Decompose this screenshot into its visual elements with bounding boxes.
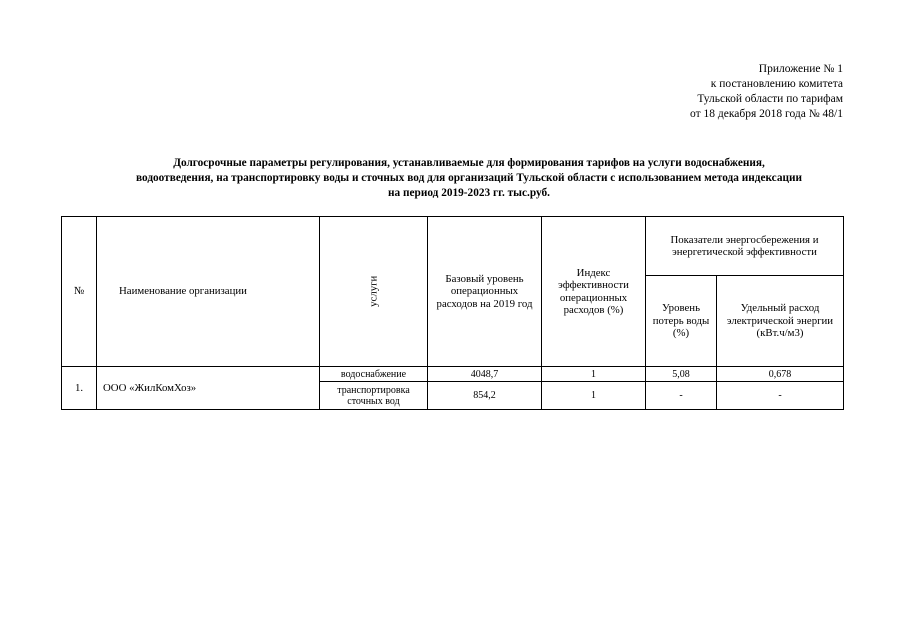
row-service: водоснабжение bbox=[320, 367, 428, 382]
row-losses: 5,08 bbox=[646, 367, 717, 382]
row-num: 1. bbox=[62, 367, 97, 410]
appendix-block bbox=[690, 62, 843, 122]
header-energy-group: Показатели энергосбережения и энергетической эффективности bbox=[646, 217, 844, 276]
row-specific: - bbox=[717, 382, 844, 410]
document-title bbox=[58, 156, 880, 200]
header-index: Индекс эффективности операционных расходов (%) bbox=[542, 217, 646, 367]
row-base: 854,2 bbox=[428, 382, 542, 410]
appendix-line-2: к постановлению комитета bbox=[710, 78, 843, 90]
title-line-2: водоотведения, на транспортировку воды и сточных вод для организаций Тульской области с использованием метода индексации bbox=[135, 171, 803, 184]
parameters-table bbox=[61, 216, 844, 410]
header-base: Базовый уровень операционных расходов на 2019 год bbox=[428, 217, 542, 367]
row-org-name: ООО «ЖилКомХоз» bbox=[97, 367, 320, 410]
header-specific: Удельный расход электрической энергии (кВт.ч/м3) bbox=[717, 276, 844, 367]
header-losses: Уровень потерь воды (%) bbox=[646, 276, 717, 367]
row-service: транспортировка сточных вод bbox=[320, 382, 428, 410]
header-service-label: услуги bbox=[367, 275, 380, 308]
row-base: 4048,7 bbox=[428, 367, 542, 382]
header-name: Наименование организации bbox=[97, 217, 320, 367]
title-line-1: Долгосрочные параметры регулирования, устанавливаемые для формирования тарифов на услуги водоснабжения, bbox=[173, 157, 765, 169]
title-line-3: на период 2019-2023 гг. тыс.руб. bbox=[388, 186, 550, 199]
row-specific: 0,678 bbox=[717, 367, 844, 382]
header-service bbox=[320, 217, 428, 367]
row-losses: - bbox=[646, 382, 717, 410]
appendix-line-1: Приложение № 1 bbox=[758, 63, 843, 75]
table-row bbox=[62, 367, 844, 382]
row-index: 1 bbox=[542, 367, 646, 382]
appendix-line-3: Тульской области по тарифам bbox=[697, 93, 843, 105]
appendix-line-4: от 18 декабря 2018 года № 48/1 bbox=[690, 108, 843, 120]
row-index: 1 bbox=[542, 382, 646, 410]
header-num: № bbox=[62, 217, 97, 367]
